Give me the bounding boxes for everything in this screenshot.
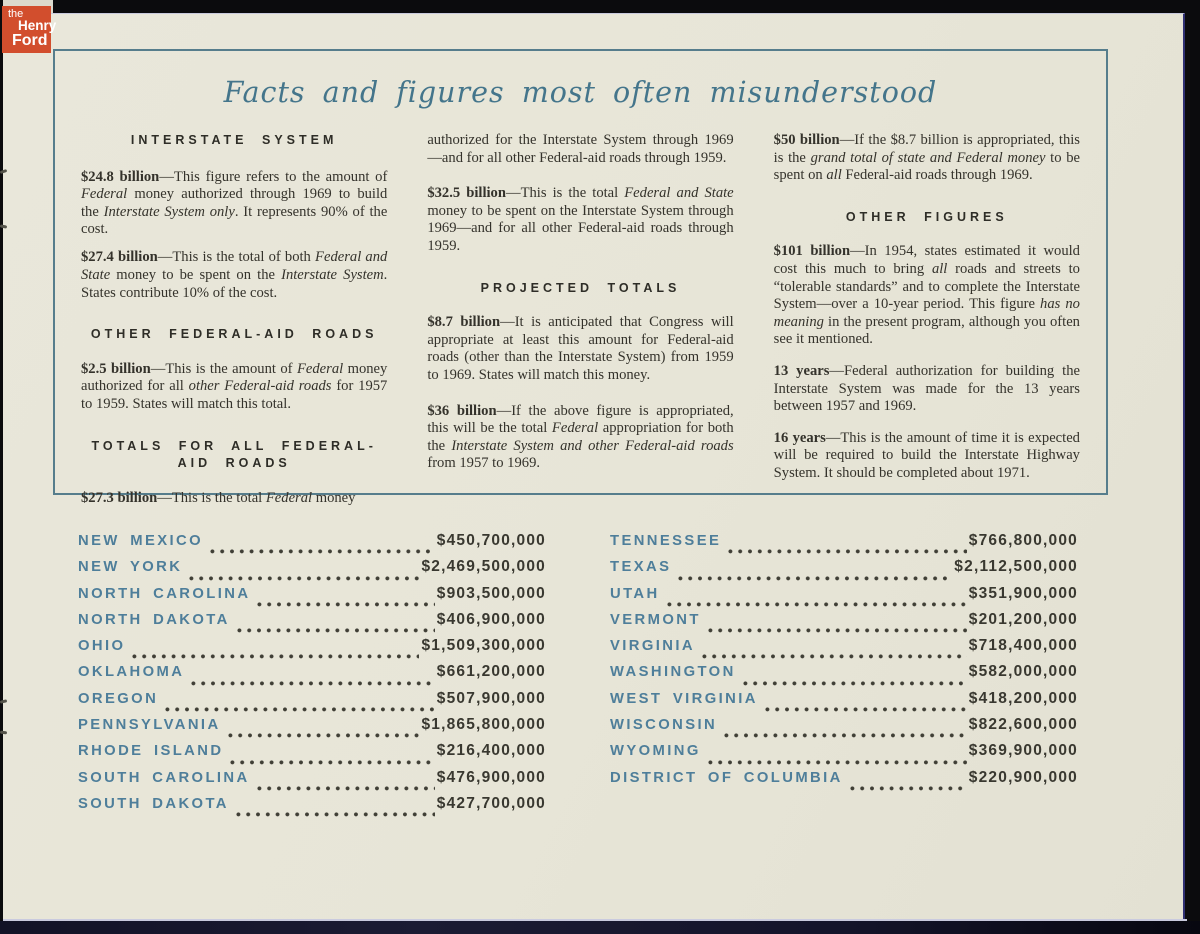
state-row — [610, 532, 1078, 558]
dotted-leader — [189, 576, 419, 581]
fact-paragraph-36-billion: $36 billion—If the above figure is appropriated, this will be the total Federal appropriation for both the Interstate System and other Federal-aid roads from 1957 to 1969. — [427, 402, 734, 472]
state-row — [78, 611, 546, 637]
state-row — [610, 558, 1078, 584]
state-amount: $201,200,000 — [968, 610, 1078, 628]
fact-paragraph-24-8-billion: $24.8 billion—This figure refers to the amount of Federal money authorized through 1969 to build the Interstate System only. It represents 90% of the cost. — [81, 168, 388, 238]
state-name: WASHINGTON — [610, 664, 736, 681]
state-name: NEW MEXICO — [78, 533, 204, 549]
state-amount: $1,865,800,000 — [421, 716, 546, 734]
state-amount: $2,469,500,000 — [421, 558, 546, 576]
dotted-leader — [728, 549, 967, 554]
state-amount: $766,800,000 — [968, 532, 1078, 549]
state-name: WYOMING — [610, 743, 701, 760]
state-name: WEST VIRGINIA — [610, 690, 758, 707]
state-name: TEXAS — [610, 559, 672, 576]
binding-mark — [0, 224, 7, 228]
fact-paragraph-27-3-billion: $27.3 billion—This is the total Federal money — [81, 489, 356, 506]
facts-panel — [53, 49, 1108, 506]
state-amount: $661,200,000 — [436, 663, 546, 681]
fact-paragraph-16-years: 16 years—This is the amount of time it is expected will be required to build the Interstate Highway System. It should be completed about 1971. — [773, 429, 1080, 481]
dotted-leader — [708, 760, 967, 765]
dotted-leader — [237, 628, 435, 633]
fact-paragraph-13-years: 13 years—Federal authorization for building the Interstate System was made for the 13 years between 1957 and 1969. — [773, 362, 1080, 415]
state-amount: $476,900,000 — [436, 768, 546, 786]
state-amount: $903,500,000 — [436, 584, 546, 602]
state-row — [78, 663, 546, 689]
state-name: OREGON — [78, 690, 159, 707]
dotted-leader — [132, 654, 419, 659]
state-name: VIRGINIA — [610, 638, 695, 655]
state-row — [610, 637, 1078, 663]
state-funding-list — [3, 532, 1187, 821]
state-name: DISTRICT OF COLUMBIA — [610, 769, 843, 786]
section-heading-interstate-system: INTERSTATE SYSTEM — [130, 133, 338, 147]
section-heading-totals-all-federal-aid-roads: TOTALS FOR ALL FEDERAL-AID ROADS — [91, 438, 377, 471]
state-name: NEW YORK — [78, 559, 183, 576]
facts-column-1 — [81, 130, 387, 518]
state-row — [78, 690, 546, 716]
dotted-leader — [230, 760, 434, 765]
state-name: UTAH — [610, 585, 660, 602]
section-heading-other-federal-aid-roads: OTHER FEDERAL-AID ROADS — [90, 327, 378, 342]
state-row — [78, 532, 546, 558]
facts-columns — [55, 130, 1106, 518]
dotted-leader — [210, 549, 435, 554]
state-funding-list-right — [610, 532, 1078, 821]
state-name: WISCONSIN — [610, 717, 718, 734]
dotted-leader — [743, 681, 967, 686]
dotted-leader — [702, 654, 967, 659]
dotted-leader — [708, 628, 967, 633]
bottom-scan-bar — [0, 921, 1200, 934]
binding-mark — [0, 731, 7, 735]
fact-paragraph-27-4-billion: $27.4 billion—This is the total of both Federal and State money to be spent on the Interstate System. States contribute 10% of the cost. — [81, 249, 388, 301]
logo-text-the: the — [8, 8, 24, 20]
state-name: TENNESSEE — [610, 533, 722, 549]
logo-text-ford: Ford — [12, 32, 48, 49]
state-amount: $507,900,000 — [436, 689, 546, 707]
state-amount: $216,400,000 — [436, 742, 546, 760]
page-title: Facts and figures most often misunderstood — [223, 76, 938, 109]
state-amount: $351,900,000 — [968, 584, 1078, 602]
fact-paragraph-50-billion: $50 billion—If the $8.7 billion is appropriated, this is the grand total of state and Federal money to be spent on all Federal-aid roads through 1969. — [773, 132, 1080, 184]
dotted-leader — [678, 576, 952, 581]
dotted-leader — [228, 733, 420, 738]
fact-paragraph-2-5-billion: $2.5 billion—This is the amount of Federal money authorized for all other Federal-aid roads for 1957 to 1959. States will match this total. — [81, 360, 388, 413]
state-name: NORTH DAKOTA — [78, 611, 230, 628]
henry-ford-logo — [2, 6, 57, 53]
state-name: RHODE ISLAND — [78, 743, 224, 760]
state-amount: $718,400,000 — [968, 637, 1078, 655]
dotted-leader — [257, 786, 435, 791]
state-row — [610, 742, 1078, 768]
dotted-leader — [724, 733, 967, 738]
dotted-leader — [257, 602, 434, 607]
state-amount: $418,200,000 — [968, 689, 1078, 707]
state-amount: $822,600,000 — [968, 716, 1078, 734]
dotted-leader — [165, 707, 435, 712]
state-row — [78, 637, 546, 663]
dotted-leader — [765, 707, 967, 712]
section-heading-projected-totals: PROJECTED TOTALS — [480, 280, 681, 295]
state-name: OKLAHOMA — [78, 664, 185, 681]
state-name: OHIO — [78, 638, 126, 655]
dotted-leader — [850, 786, 967, 791]
state-amount: $450,700,000 — [436, 532, 546, 549]
state-row — [610, 690, 1078, 716]
fact-paragraph-8-7-billion: $8.7 billion—It is anticipated that Congress will appropriate at least this amount for Federal-aid roads (other than the Interstate System) from 1959 to 1969. States will match this money. — [427, 314, 734, 383]
state-name: SOUTH CAROLINA — [78, 769, 250, 786]
state-amount: $406,900,000 — [436, 610, 546, 628]
state-amount: $582,000,000 — [968, 663, 1078, 681]
facts-column-3 — [774, 130, 1080, 518]
state-row — [78, 716, 546, 742]
state-amount: $220,900,000 — [968, 768, 1078, 786]
fact-paragraph-continuation: authorized for the Interstate System through 1969 —and for all other Federal-aid roads through 1959. — [427, 132, 734, 166]
state-row — [78, 585, 546, 611]
state-row — [78, 742, 546, 768]
fact-paragraph-32-5-billion: $32.5 billion—This is the total Federal and State money to be spent on the Interstate System through 1969—and for all other Federal-aid roads through 1959. — [427, 185, 734, 254]
state-row — [610, 663, 1078, 689]
state-amount: $427,700,000 — [436, 794, 546, 812]
section-heading-other-figures: OTHER FIGURES — [845, 209, 1008, 224]
state-name: SOUTH DAKOTA — [78, 795, 229, 812]
dotted-leader — [191, 681, 434, 686]
state-amount: $2,112,500,000 — [954, 558, 1078, 576]
state-row — [610, 769, 1078, 795]
state-row — [78, 795, 546, 821]
fact-paragraph-101-billion: $101 billion—In 1954, states estimated it would cost this much to bring all roads and streets to “tolerable standards” and to complete the Interstate System—over a 10-year period. This figure has no meaning in the present program, although you often see it mentioned. — [773, 243, 1080, 348]
state-name: NORTH CAROLINA — [78, 585, 251, 602]
state-amount: $369,900,000 — [968, 742, 1078, 760]
state-row — [610, 611, 1078, 637]
state-amount: $1,509,300,000 — [421, 637, 546, 655]
facts-column-2 — [427, 130, 733, 518]
logo-text-henry: Henry — [18, 18, 57, 33]
state-name: PENNSYLVANIA — [78, 717, 221, 734]
dotted-leader — [236, 812, 435, 817]
state-row — [610, 716, 1078, 742]
state-row — [610, 585, 1078, 611]
state-name: VERMONT — [610, 611, 701, 628]
dotted-leader — [667, 602, 967, 607]
state-funding-list-left — [78, 532, 546, 821]
state-row — [78, 769, 546, 795]
state-row — [78, 558, 546, 584]
